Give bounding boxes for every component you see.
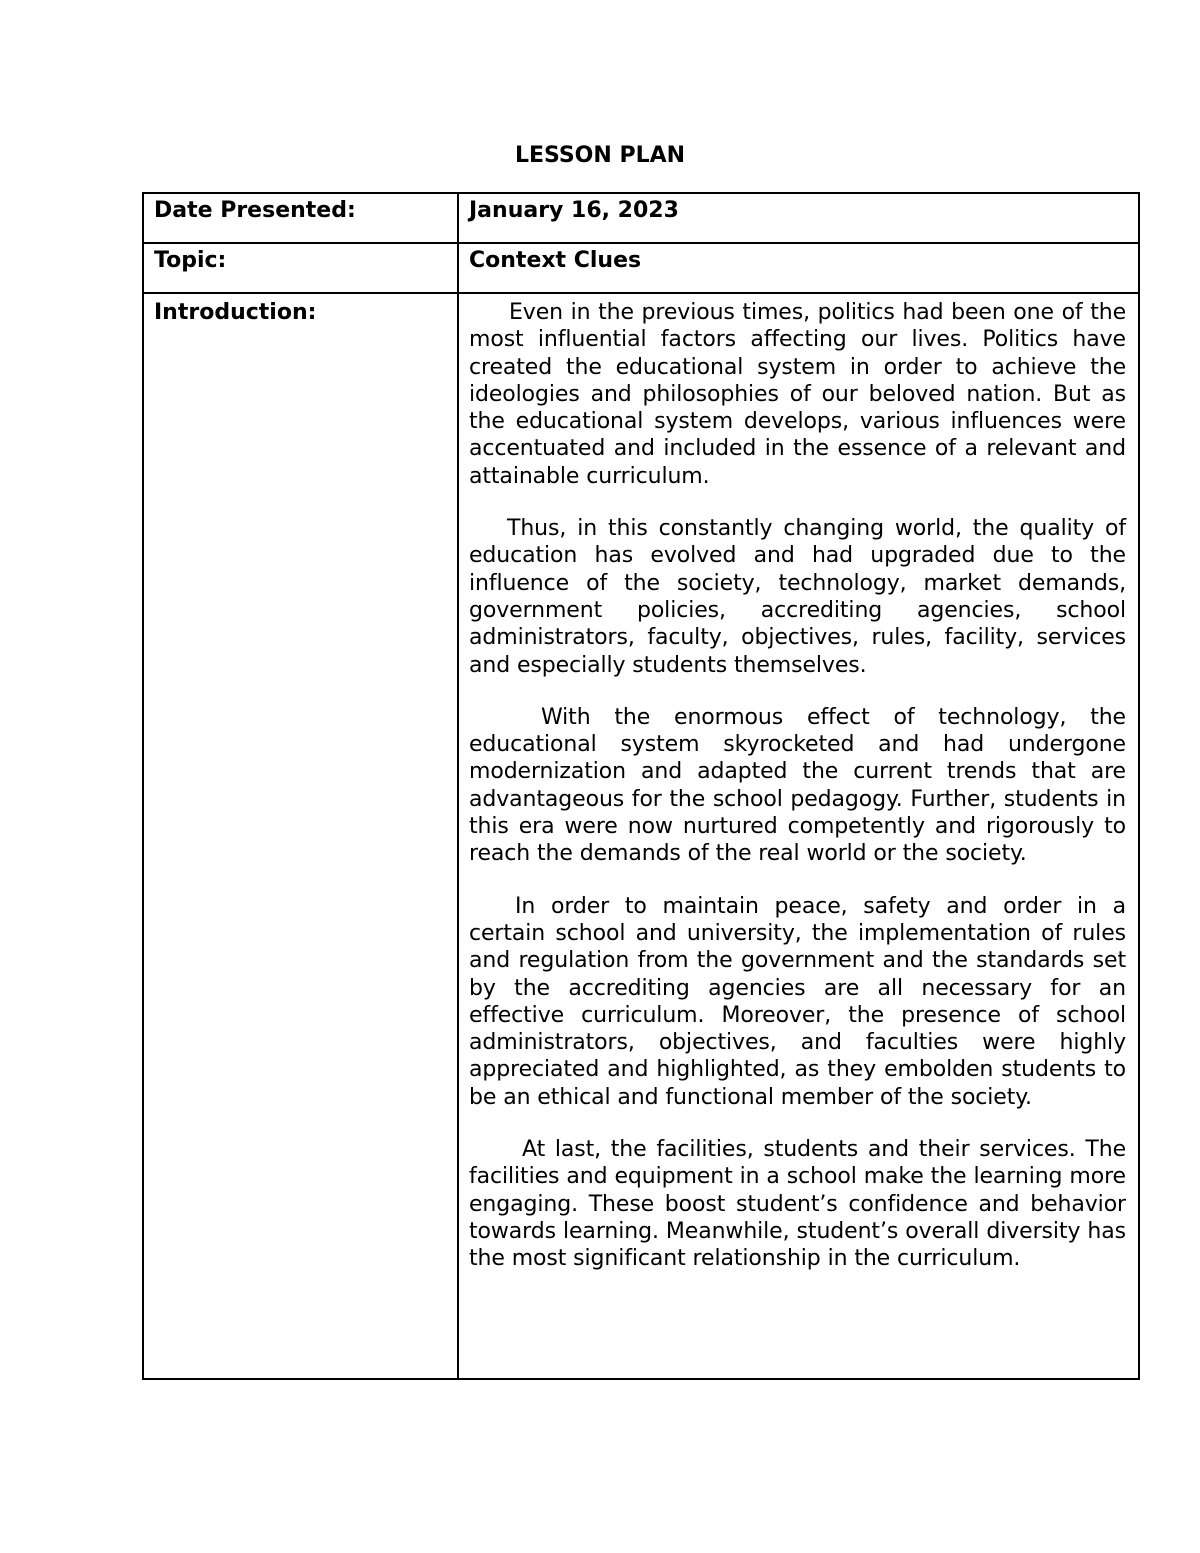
date-label: Date Presented: <box>143 193 458 243</box>
introduction-paragraph: In order to maintain peace, safety and order in a certain school and university, the implementation of rules and regulation from the government and the standards set by the accrediting agencies are all necessary for an effective curriculum. Moreover, the presence of school administrators, objectives, and faculties were highly appreciated and highlighted, as they embolden students to be an ethical and functional member of the society. <box>469 893 1126 1110</box>
topic-label: Topic: <box>143 243 458 293</box>
introduction-paragraph: Even in the previous times, politics had been one of the most influential factors affecting our lives. Politics have created the educational system in order to achieve the ideologies and philosophies of our beloved nation. But as the educational system develops, various influences were accentuated and included in the essence of a relevant and attainable curriculum. <box>469 300 1126 489</box>
table-row-introduction <box>143 293 1139 1379</box>
lesson-plan-table <box>142 192 1140 1380</box>
introduction-paragraph: At last, the facilities, students and their services. The facilities and equipment in a school make the learning more engaging. These boost student’s confidence and behavior towards learning. Meanwhile, student’s overall diversity has the most significant relationship in the curriculum. <box>469 1137 1126 1272</box>
introduction-paragraph: Thus, in this constantly changing world, the quality of education has evolved and had upgraded due to the influence of the society, technology, market demands, government policies, accrediting agencies, school administrators, faculty, objectives, rules, facility, services and especially students themselves. <box>469 516 1126 678</box>
date-value: January 16, 2023 <box>458 193 1139 243</box>
introduction-paragraph: With the enormous effect of technology, the educational system skyrocketed and had undergone modernization and adapted the current trends that are advantageous for the school pedagogy. Further, students in this era were now nurtured competently and rigorously to reach the demands of the real world or the society. <box>469 704 1126 867</box>
introduction-body <box>458 293 1139 1379</box>
table-row-topic <box>143 243 1139 293</box>
document-title: LESSON PLAN <box>514 143 686 168</box>
table-row-date <box>143 193 1139 243</box>
introduction-label: Introduction: <box>143 293 458 1379</box>
topic-value: Context Clues <box>458 243 1139 293</box>
